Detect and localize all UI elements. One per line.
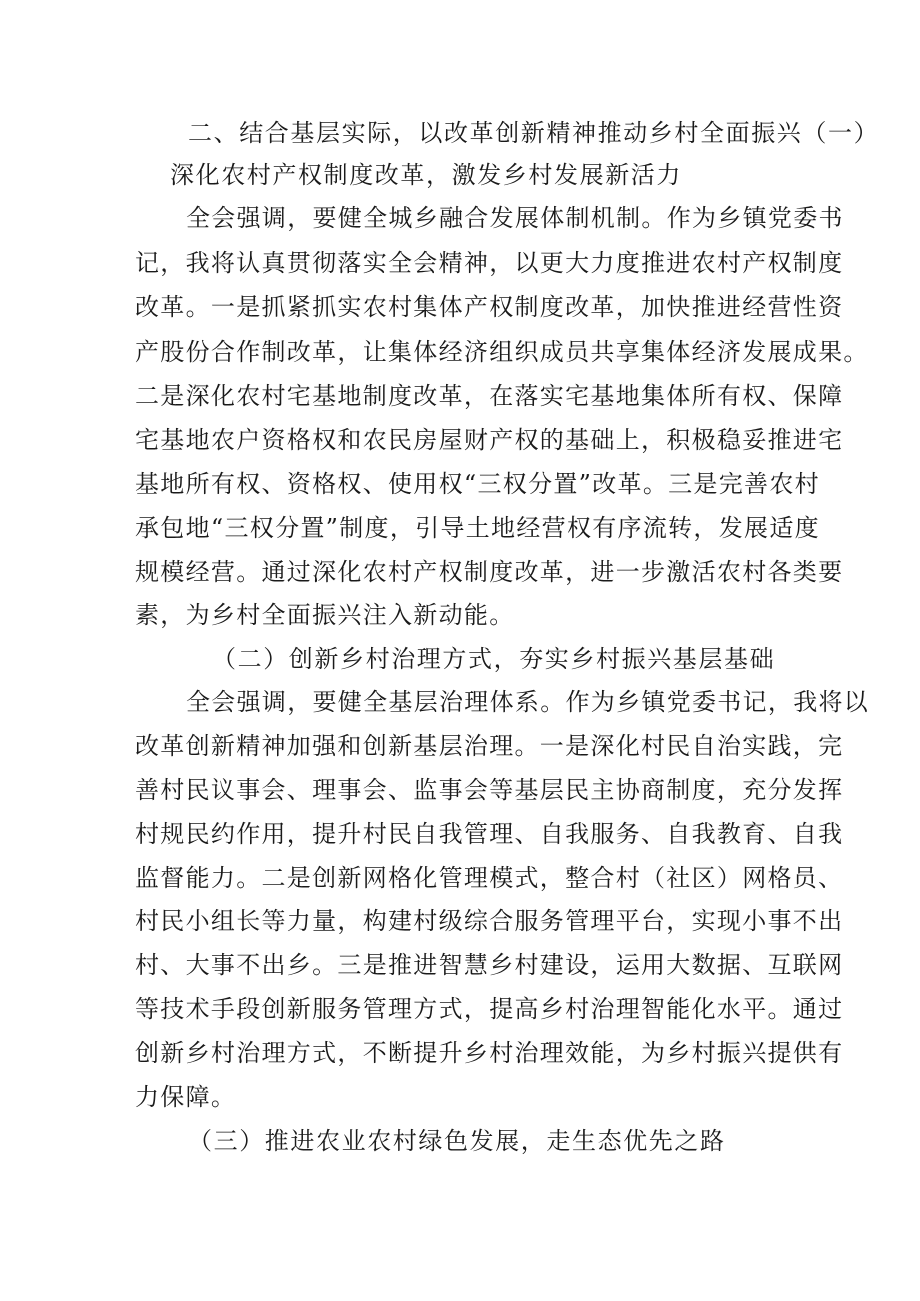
paragraph-line: 全会强调，要健全基层治理体系。作为乡镇党委书记，我将以 [186, 688, 870, 716]
paragraph-line: 宅基地农户资格权和农民房屋财产权的基础上，积极稳妥推进宅 [135, 426, 844, 454]
paragraph-line: 改革创新精神加强和创新基层治理。一是深化村民自治实践，完 [135, 732, 844, 760]
paragraph-line: 产股份合作制改革，让集体经济组织成员共享集体经济发展成果。 [135, 338, 869, 366]
paragraph-line: 全会强调，要健全城乡融合发展体制机制。作为乡镇党委书 [186, 204, 844, 232]
paragraph-line: 承包地“三权分置”制度，引导土地经营权有序流转，发展适度 [135, 514, 820, 542]
paragraph-line: 等技术手段创新服务管理方式，提高乡村治理智能化水平。通过 [135, 995, 844, 1023]
paragraph-line: 村、大事不出乡。三是推进智慧乡村建设，运用大数据、互联网 [135, 951, 844, 979]
paragraph-line: 规模经营。通过深化农村产权制度改革，进一步激活农村各类要 [135, 558, 844, 586]
paragraph-line: 监督能力。二是创新网格化管理模式，整合村（社区）网格员、 [135, 864, 844, 892]
paragraph-line: 村民小组长等力量，构建村级综合服务管理平台，实现小事不出 [135, 907, 844, 935]
subheading-two: （二）创新乡村治理方式，夯实乡村振兴基层基础 [212, 645, 776, 673]
section-heading-line2: 深化农村产权制度改革，激发乡村发展新活力 [170, 161, 682, 189]
paragraph-line: 二是深化农村宅基地制度改革，在落实宅基地集体所有权、保障 [135, 382, 844, 410]
paragraph-line: 改革。一是抓紧抓实农村集体产权制度改革，加快推进经营性资 [135, 293, 844, 321]
paragraph-line: 创新乡村治理方式，不断提升乡村治理效能，为乡村振兴提供有 [135, 1039, 844, 1067]
subheading-three: （三）推进农业农村绿色发展，走生态优先之路 [188, 1127, 726, 1155]
paragraph-line: 素，为乡村全面振兴注入新动能。 [135, 601, 515, 629]
section-heading-line1: 二、结合基层实际，以改革创新精神推动乡村全面振兴（一） [188, 119, 880, 147]
paragraph-line: 记，我将认真贯彻落实全会精神，以更大力度推进农村产权制度 [135, 249, 844, 277]
paragraph-line: 基地所有权、资格权、使用权“三权分置”改革。三是完善农村 [135, 470, 820, 498]
paragraph-line: 力保障。 [135, 1083, 237, 1111]
paragraph-line: 善村民议事会、理事会、监事会等基层民主协商制度，充分发挥 [135, 776, 844, 804]
paragraph-line: 村规民约作用，提升村民自我管理、自我服务、自我教育、自我 [135, 820, 844, 848]
